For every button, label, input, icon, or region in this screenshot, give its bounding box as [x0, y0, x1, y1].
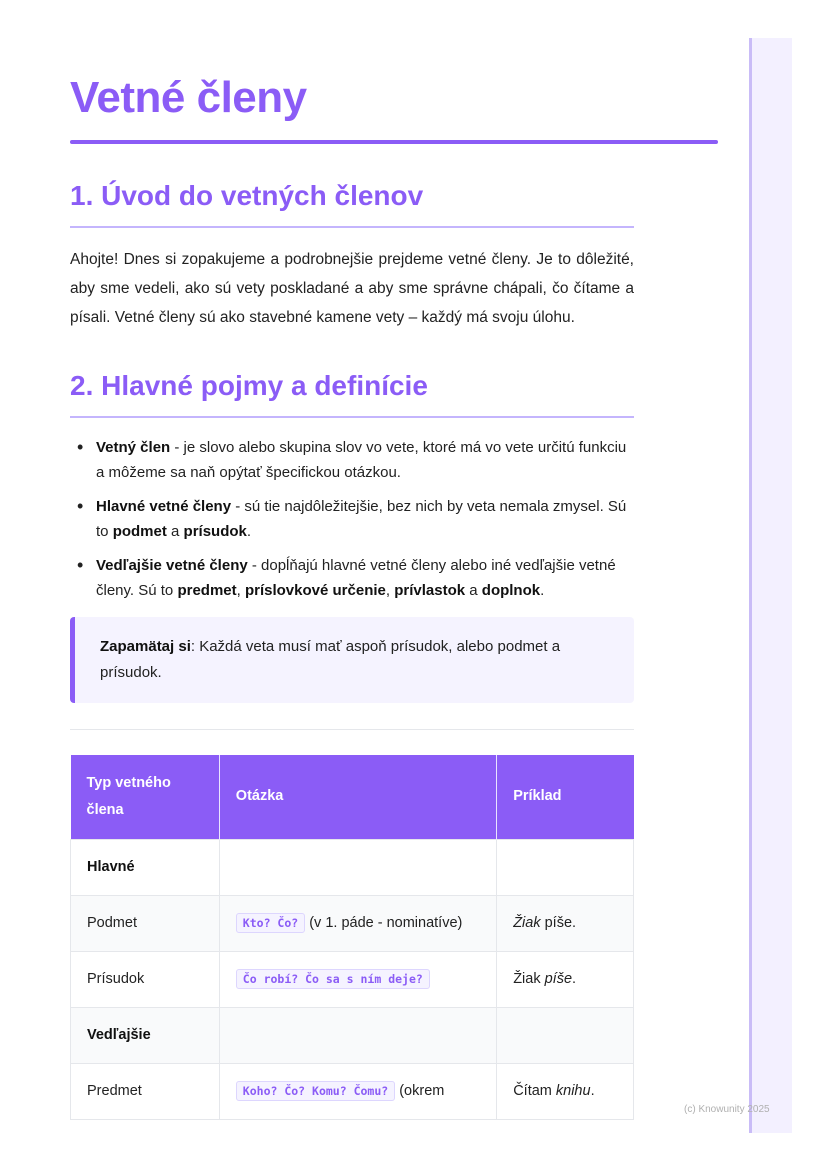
group-label: Hlavné: [71, 839, 220, 895]
header-type: Typ vetného člena: [71, 755, 220, 839]
example-highlight: knihu: [555, 1083, 591, 1099]
header-example: Príklad: [497, 755, 634, 839]
side-strip: [749, 38, 792, 1133]
list-item: [70, 435, 634, 485]
separator: ,: [236, 582, 245, 599]
definition-text: - dopĺňajú hlavné vetné členy alebo iné vedľajšie vetné členy. Sú to: [96, 557, 616, 599]
keyword: prísudok: [183, 523, 247, 540]
separator: ,: [385, 582, 395, 599]
callout-label: Zapamätaj si: [100, 638, 191, 655]
document-page: [70, 70, 718, 1120]
term: Hlavné vetné členy: [96, 498, 232, 515]
section-intro-paragraph: Ahojte! Dnes si zopakujeme a podrobnejšie prejdeme vetné členy. Je to dôležité, aby sme vedeli, ako sú vety poskladané a aby sme správne chápali, čo čítame a písali. Vetné členy sú ako stavebné kamene vety – každý má svoju úlohu.: [70, 251, 634, 326]
example-end: .: [590, 1083, 595, 1099]
definition-text: - sú tie najdôležitejšie, bez nich by veta nemala zmysel. Sú to: [96, 498, 627, 540]
group-label: Vedľajšie: [71, 1007, 220, 1063]
section-intro-heading: 1. Úvod do vetných členov: [70, 180, 424, 211]
member-question: [219, 951, 496, 1007]
table-row: [71, 1063, 634, 1119]
keyword: prívlastok: [394, 582, 466, 599]
question-code: Kto? Čo?: [236, 913, 305, 933]
table-row: [71, 839, 634, 895]
remember-callout: [70, 617, 634, 703]
section-definitions-underline: [70, 416, 634, 418]
example-highlight: píše: [544, 971, 573, 987]
punctuation: .: [246, 523, 252, 540]
list-item: [70, 494, 634, 544]
punctuation: .: [540, 582, 545, 599]
section-definitions: [70, 368, 718, 703]
member-question: [219, 1063, 496, 1119]
callout-text: : Každá veta musí mať aspoň prísudok, alebo podmet a prísudok.: [100, 638, 561, 681]
separator: a: [465, 582, 482, 599]
definition-text: - je slovo alebo skupina slov vo vete, ktoré má vo vete určitú funkciu a môžeme sa naň opýtať špecifickou otázkou.: [96, 439, 627, 481]
term: Vedľajšie vetné členy: [96, 557, 248, 574]
example-highlight: Žiak: [513, 915, 541, 931]
example-pre: Čítam: [513, 1083, 556, 1099]
table-row: [71, 1007, 634, 1063]
member-name: Predmet: [71, 1063, 220, 1119]
keyword: predmet: [177, 582, 237, 599]
section-definitions-heading: 2. Hlavné pojmy a definície: [70, 370, 428, 401]
example-pre: Žiak: [513, 971, 545, 987]
table-row: [71, 895, 634, 951]
member-example: [497, 1063, 634, 1119]
keyword: doplnok: [481, 582, 541, 599]
sentence-members-table: [70, 755, 634, 1120]
question-code: Koho? Čo? Komu? Čomu?: [236, 1081, 395, 1101]
member-name: Prísudok: [71, 951, 220, 1007]
section-intro: [70, 178, 718, 332]
question-code: Čo robí? Čo sa s ním deje?: [236, 969, 430, 989]
separator: a: [166, 523, 184, 540]
member-question: [219, 895, 496, 951]
keyword: príslovkové určenie: [244, 582, 386, 599]
title-underline: [70, 140, 718, 144]
term: Vetný člen: [96, 439, 171, 456]
table-row: [71, 951, 634, 1007]
section-intro-underline: [70, 226, 634, 228]
example-end: .: [572, 971, 577, 987]
member-example: [497, 951, 634, 1007]
member-name: Podmet: [71, 895, 220, 951]
copyright-footer: (c) Knowunity 2025: [684, 1104, 770, 1115]
table-header-row: [71, 755, 634, 839]
question-note: (okrem: [395, 1083, 445, 1099]
example-rest: píše.: [540, 915, 577, 931]
keyword: podmet: [112, 523, 167, 540]
page-title: Vetné členy: [70, 73, 307, 122]
definitions-list: [70, 435, 634, 603]
list-item: [70, 553, 634, 603]
header-question: Otázka: [219, 755, 496, 839]
question-note: (v 1. páde - nominatíve): [305, 915, 463, 931]
divider: [70, 729, 634, 730]
member-example: [497, 895, 634, 951]
